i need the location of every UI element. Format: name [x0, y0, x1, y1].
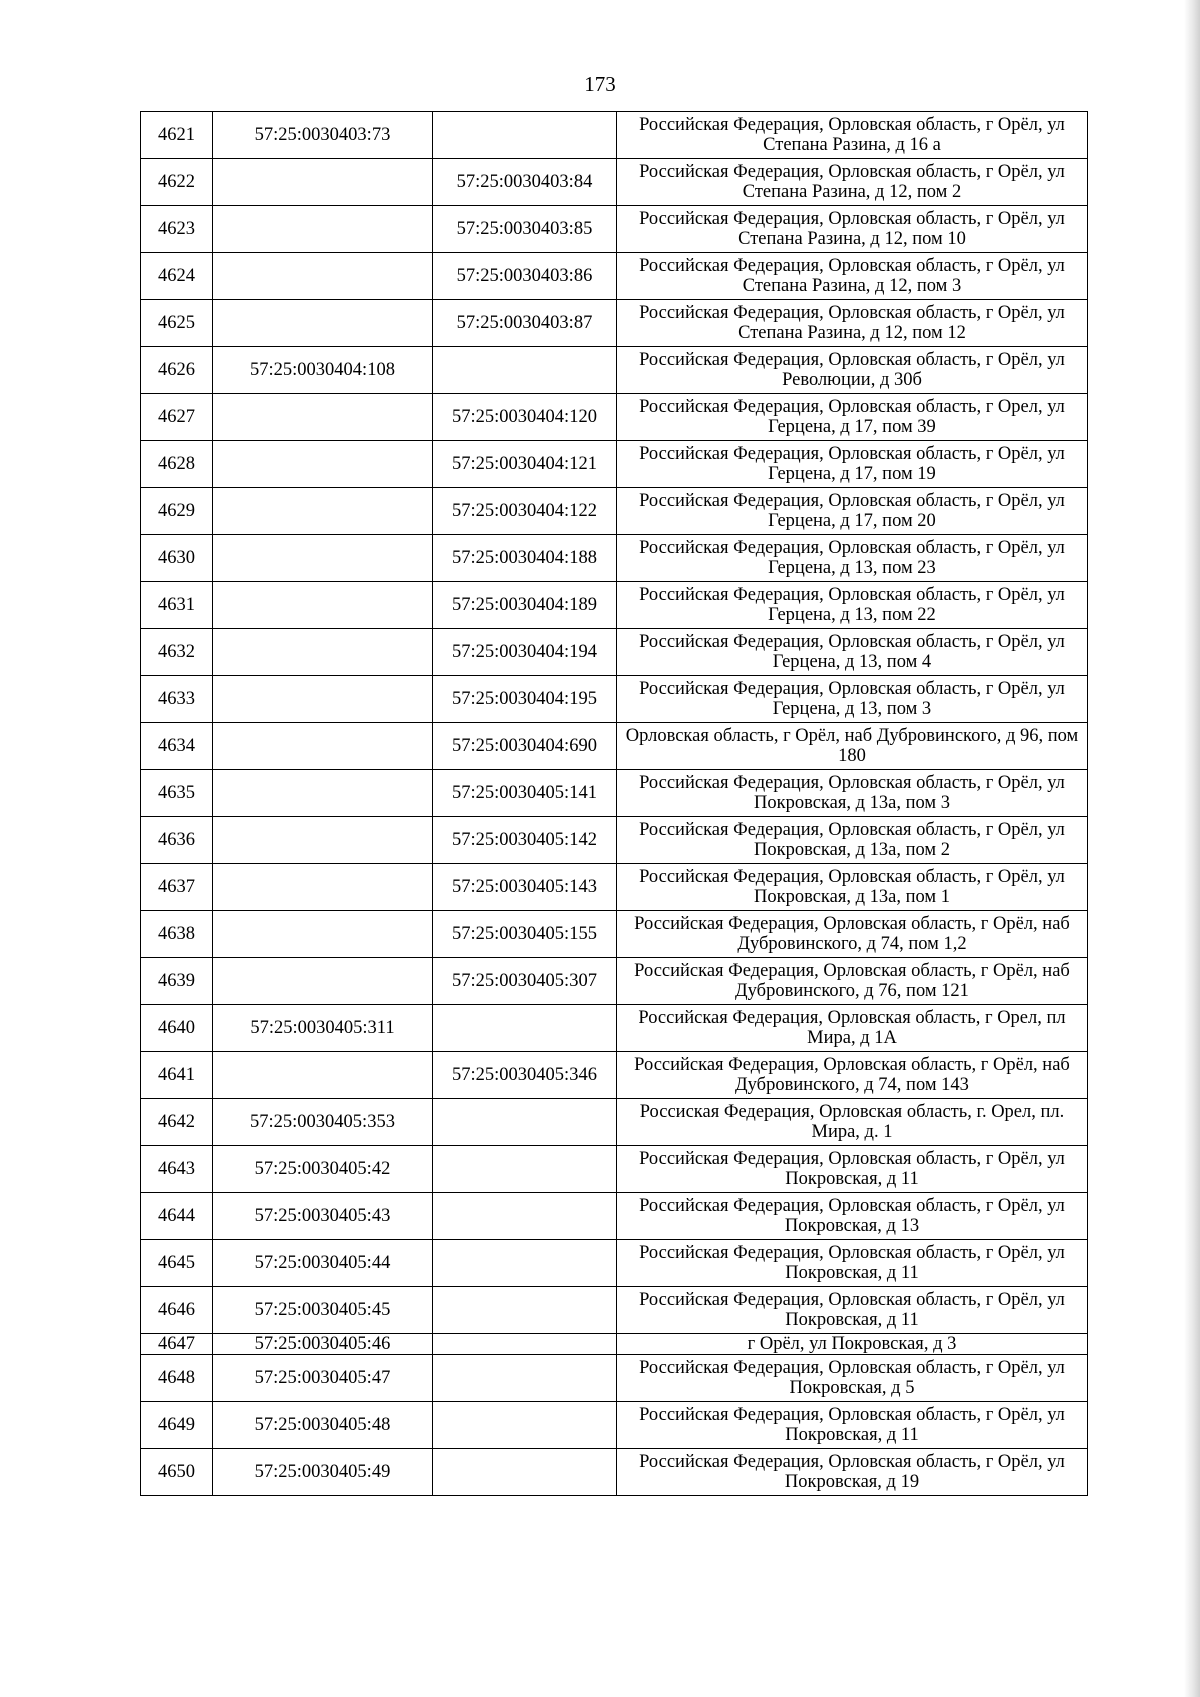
- row-number-cell: 4626: [141, 347, 213, 394]
- cadastral-number-cell: 57:25:0030405:353: [213, 1099, 433, 1146]
- row-number-cell: 4643: [141, 1146, 213, 1193]
- address-cell: Российская Федерация, Орловская область, г Орёл, ул Покровская, д 11: [617, 1287, 1088, 1334]
- address-cell: Орловская область, г Орёл, наб Дубровинского, д 96, пом 180: [617, 723, 1088, 770]
- table-row: [141, 1052, 1088, 1099]
- address-cell: Российская Федерация, Орловская область, г Орел, ул Герцена, д 17, пом 39: [617, 394, 1088, 441]
- row-number-cell: 4636: [141, 817, 213, 864]
- row-number-cell: 4625: [141, 300, 213, 347]
- cadastral-number-cell: [213, 723, 433, 770]
- cadastral-number-cell: [213, 629, 433, 676]
- address-cell: Российская Федерация, Орловская область, г Орёл, ул Степана Разина, д 16 а: [617, 112, 1088, 159]
- row-number-cell: 4647: [141, 1334, 213, 1355]
- cadastral-number-alt-cell: [433, 1334, 617, 1355]
- row-number-cell: 4631: [141, 582, 213, 629]
- row-number-cell: 4638: [141, 911, 213, 958]
- address-cell: Российская Федерация, Орловская область, г Орёл, ул Герцена, д 13, пом 4: [617, 629, 1088, 676]
- cadastral-number-alt-cell: 57:25:0030404:122: [433, 488, 617, 535]
- table-row: [141, 911, 1088, 958]
- table-row: [141, 1005, 1088, 1052]
- cadastral-number-cell: 57:25:0030405:44: [213, 1240, 433, 1287]
- cadastral-number-cell: [213, 159, 433, 206]
- cadastral-number-alt-cell: 57:25:0030403:85: [433, 206, 617, 253]
- address-cell: Российская Федерация, Орловская область, г Орёл, ул Степана Разина, д 12, пом 10: [617, 206, 1088, 253]
- cadastral-number-cell: [213, 817, 433, 864]
- row-number-cell: 4644: [141, 1193, 213, 1240]
- table-row: [141, 1287, 1088, 1334]
- table-row: [141, 629, 1088, 676]
- address-cell: Российская Федерация, Орловская область, г Орёл, ул Революции, д 30б: [617, 347, 1088, 394]
- cadastral-number-alt-cell: 57:25:0030404:195: [433, 676, 617, 723]
- cadastral-number-cell: 57:25:0030403:73: [213, 112, 433, 159]
- cadastral-number-cell: 57:25:0030405:45: [213, 1287, 433, 1334]
- address-cell: Российская Федерация, Орловская область, г Орёл, ул Герцена, д 17, пом 20: [617, 488, 1088, 535]
- cadastral-number-alt-cell: 57:25:0030405:307: [433, 958, 617, 1005]
- address-cell: Российская Федерация, Орловская область, г Орел, пл Мира, д 1А: [617, 1005, 1088, 1052]
- table-row: [141, 1099, 1088, 1146]
- address-cell: Российская Федерация, Орловская область, г Орёл, ул Покровская, д 13а, пом 3: [617, 770, 1088, 817]
- cadastral-number-cell: 57:25:0030405:46: [213, 1334, 433, 1355]
- cadastral-number-alt-cell: 57:25:0030404:194: [433, 629, 617, 676]
- table-row: [141, 112, 1088, 159]
- cadastral-number-alt-cell: 57:25:0030404:120: [433, 394, 617, 441]
- address-cell: Российская Федерация, Орловская область, г Орёл, ул Степана Разина, д 12, пом 2: [617, 159, 1088, 206]
- row-number-cell: 4622: [141, 159, 213, 206]
- cadastral-number-alt-cell: [433, 1005, 617, 1052]
- table-row: [141, 817, 1088, 864]
- table-row: [141, 1334, 1088, 1355]
- cadastral-number-cell: 57:25:0030405:49: [213, 1449, 433, 1496]
- table-row: [141, 1193, 1088, 1240]
- cadastral-number-cell: [213, 911, 433, 958]
- cadastral-number-alt-cell: 57:25:0030404:189: [433, 582, 617, 629]
- page-number: 173: [584, 72, 616, 96]
- table-row: [141, 723, 1088, 770]
- cadastral-number-alt-cell: [433, 347, 617, 394]
- table-row: [141, 159, 1088, 206]
- row-number-cell: 4650: [141, 1449, 213, 1496]
- cadastral-number-cell: [213, 535, 433, 582]
- row-number-cell: 4630: [141, 535, 213, 582]
- cadastral-number-alt-cell: 57:25:0030405:346: [433, 1052, 617, 1099]
- cadastral-number-alt-cell: 57:25:0030404:690: [433, 723, 617, 770]
- cadastral-number-alt-cell: 57:25:0030405:155: [433, 911, 617, 958]
- row-number-cell: 4645: [141, 1240, 213, 1287]
- address-cell: Российская Федерация, Орловская область, г Орёл, наб Дубровинского, д 74, пом 1,2: [617, 911, 1088, 958]
- table-row: [141, 1449, 1088, 1496]
- row-number-cell: 4648: [141, 1355, 213, 1402]
- cadastral-number-cell: 57:25:0030405:42: [213, 1146, 433, 1193]
- cadastral-number-cell: [213, 676, 433, 723]
- registry-table-body: [141, 112, 1088, 1496]
- address-cell: Российская Федерация, Орловская область, г Орёл, ул Покровская, д 13а, пом 2: [617, 817, 1088, 864]
- table-row: [141, 347, 1088, 394]
- cadastral-number-alt-cell: [433, 112, 617, 159]
- address-cell: Российская Федерация, Орловская область, г Орёл, наб Дубровинского, д 74, пом 143: [617, 1052, 1088, 1099]
- cadastral-number-alt-cell: 57:25:0030404:188: [433, 535, 617, 582]
- table-row: [141, 1402, 1088, 1449]
- cadastral-number-cell: [213, 488, 433, 535]
- row-number-cell: 4624: [141, 253, 213, 300]
- cadastral-number-cell: [213, 1052, 433, 1099]
- cadastral-number-cell: [213, 958, 433, 1005]
- row-number-cell: 4621: [141, 112, 213, 159]
- table-row: [141, 206, 1088, 253]
- cadastral-number-cell: 57:25:0030405:47: [213, 1355, 433, 1402]
- table-row: [141, 253, 1088, 300]
- table-row: [141, 394, 1088, 441]
- table-row: [141, 1146, 1088, 1193]
- address-cell: Российская Федерация, Орловская область, г Орёл, ул Степана Разина, д 12, пом 12: [617, 300, 1088, 347]
- page-edge-shadow: [1184, 0, 1200, 1697]
- row-number-cell: 4623: [141, 206, 213, 253]
- row-number-cell: 4640: [141, 1005, 213, 1052]
- address-cell: Российская Федерация, Орловская область, г Орёл, ул Покровская, д 13а, пом 1: [617, 864, 1088, 911]
- row-number-cell: 4649: [141, 1402, 213, 1449]
- row-number-cell: 4627: [141, 394, 213, 441]
- cadastral-number-cell: [213, 300, 433, 347]
- address-cell: Российская Федерация, Орловская область, г Орёл, ул Степана Разина, д 12, пом 3: [617, 253, 1088, 300]
- row-number-cell: 4641: [141, 1052, 213, 1099]
- cadastral-number-alt-cell: [433, 1355, 617, 1402]
- address-cell: г Орёл, ул Покровская, д 3: [617, 1334, 1088, 1355]
- cadastral-number-cell: [213, 206, 433, 253]
- cadastral-number-cell: [213, 770, 433, 817]
- cadastral-number-alt-cell: [433, 1193, 617, 1240]
- cadastral-number-cell: 57:25:0030404:108: [213, 347, 433, 394]
- table-row: [141, 300, 1088, 347]
- cadastral-number-alt-cell: 57:25:0030404:121: [433, 441, 617, 488]
- table-row: [141, 676, 1088, 723]
- address-cell: Российская Федерация, Орловская область, г Орёл, ул Покровская, д 11: [617, 1240, 1088, 1287]
- row-number-cell: 4633: [141, 676, 213, 723]
- row-number-cell: 4632: [141, 629, 213, 676]
- address-cell: Российская Федерация, Орловская область, г Орёл, ул Герцена, д 17, пом 19: [617, 441, 1088, 488]
- cadastral-number-cell: 57:25:0030405:43: [213, 1193, 433, 1240]
- address-cell: Российская Федерация, Орловская область, г Орёл, ул Герцена, д 13, пом 23: [617, 535, 1088, 582]
- address-cell: Россиская Федерация, Орловская область, г. Орел, пл. Мира, д. 1: [617, 1099, 1088, 1146]
- table-row: [141, 441, 1088, 488]
- table-row: [141, 535, 1088, 582]
- address-cell: Российская Федерация, Орловская область, г Орёл, ул Покровская, д 11: [617, 1146, 1088, 1193]
- table-row: [141, 1240, 1088, 1287]
- address-cell: Российская Федерация, Орловская область, г Орёл, ул Герцена, д 13, пом 22: [617, 582, 1088, 629]
- cadastral-number-alt-cell: 57:25:0030403:84: [433, 159, 617, 206]
- cadastral-number-cell: [213, 394, 433, 441]
- row-number-cell: 4635: [141, 770, 213, 817]
- table-row: [141, 1355, 1088, 1402]
- address-cell: Российская Федерация, Орловская область, г Орёл, наб Дубровинского, д 76, пом 121: [617, 958, 1088, 1005]
- cadastral-number-cell: [213, 582, 433, 629]
- row-number-cell: 4639: [141, 958, 213, 1005]
- table-row: [141, 958, 1088, 1005]
- table-row: [141, 488, 1088, 535]
- cadastral-number-alt-cell: [433, 1287, 617, 1334]
- cadastral-number-cell: [213, 253, 433, 300]
- address-cell: Российская Федерация, Орловская область, г Орёл, ул Покровская, д 11: [617, 1402, 1088, 1449]
- registry-table: [140, 111, 1088, 1496]
- cadastral-number-cell: 57:25:0030405:48: [213, 1402, 433, 1449]
- row-number-cell: 4628: [141, 441, 213, 488]
- row-number-cell: 4646: [141, 1287, 213, 1334]
- address-cell: Российская Федерация, Орловская область, г Орёл, ул Покровская, д 13: [617, 1193, 1088, 1240]
- row-number-cell: 4642: [141, 1099, 213, 1146]
- cadastral-number-cell: [213, 864, 433, 911]
- address-cell: Российская Федерация, Орловская область, г Орёл, ул Покровская, д 19: [617, 1449, 1088, 1496]
- cadastral-number-alt-cell: 57:25:0030405:143: [433, 864, 617, 911]
- cadastral-number-alt-cell: [433, 1099, 617, 1146]
- cadastral-number-alt-cell: [433, 1146, 617, 1193]
- cadastral-number-cell: [213, 441, 433, 488]
- cadastral-number-alt-cell: 57:25:0030403:87: [433, 300, 617, 347]
- address-cell: Российская Федерация, Орловская область, г Орёл, ул Покровская, д 5: [617, 1355, 1088, 1402]
- cadastral-number-alt-cell: 57:25:0030403:86: [433, 253, 617, 300]
- row-number-cell: 4637: [141, 864, 213, 911]
- cadastral-number-alt-cell: [433, 1402, 617, 1449]
- cadastral-number-alt-cell: 57:25:0030405:141: [433, 770, 617, 817]
- row-number-cell: 4629: [141, 488, 213, 535]
- row-number-cell: 4634: [141, 723, 213, 770]
- cadastral-number-alt-cell: 57:25:0030405:142: [433, 817, 617, 864]
- cadastral-number-alt-cell: [433, 1449, 617, 1496]
- address-cell: Российская Федерация, Орловская область, г Орёл, ул Герцена, д 13, пом 3: [617, 676, 1088, 723]
- table-row: [141, 582, 1088, 629]
- table-row: [141, 864, 1088, 911]
- table-row: [141, 770, 1088, 817]
- cadastral-number-cell: 57:25:0030405:311: [213, 1005, 433, 1052]
- cadastral-number-alt-cell: [433, 1240, 617, 1287]
